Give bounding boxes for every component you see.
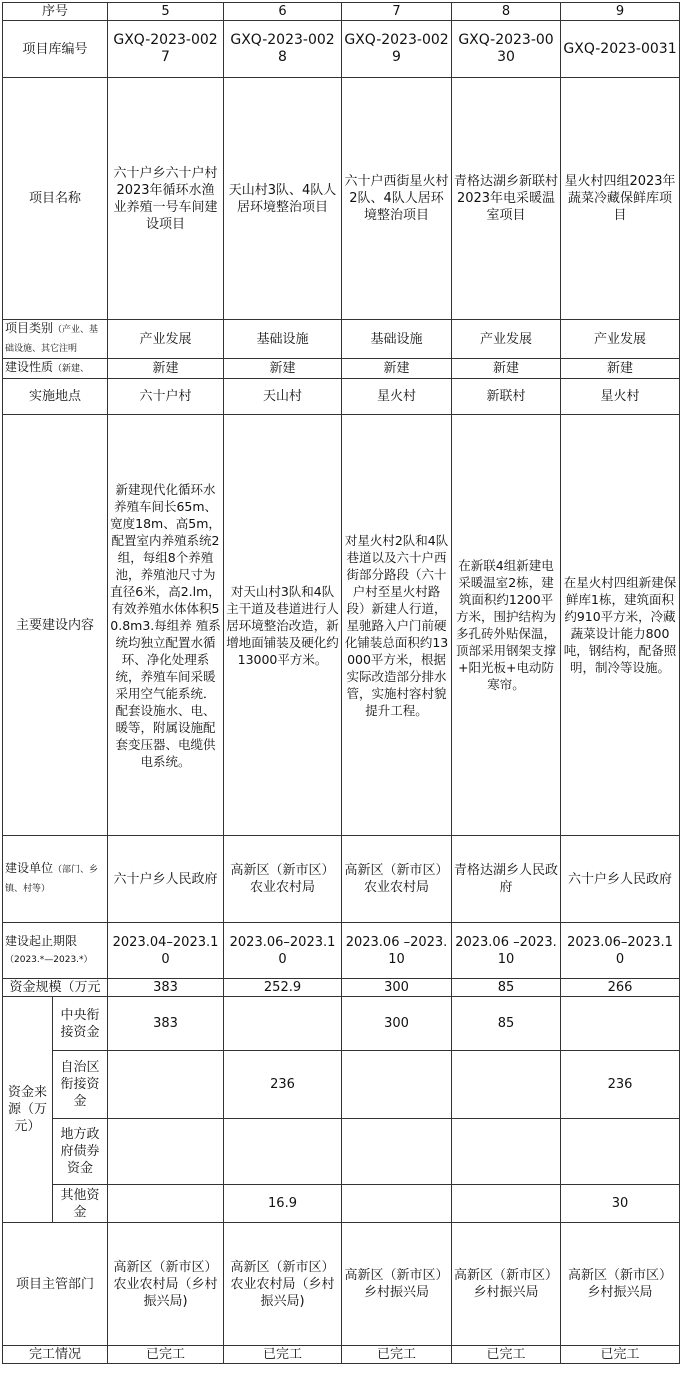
header-unit bbox=[3, 836, 108, 923]
content-cell: 新建现代化循环水养殖车间长65m、宽度18m、高5m，配置室内养殖系统2组，每组8个养殖池，养殖池尺寸为直径6米，高2.lm，有效养殖水体体积50.8m3.每组养 殖系统均独立配置水循环、净化处理系统，养殖车间采暖采用空气能系统．配套设施水、电、暖等，附属设施配套变压器、电缆供电系统。 bbox=[108, 415, 224, 836]
row-unit bbox=[3, 836, 680, 923]
content-cell: 在新联4组新建电采暖温室2栋，建筑面积约1200平方米，围护结构为多孔砖外贴保温，顶部采用钢架支撑+阳光板+电动防寒帘。 bbox=[452, 415, 561, 836]
dept-cell: 高新区（新市区）农业农村局（乡村振兴局) bbox=[224, 1223, 342, 1346]
row-src-region bbox=[3, 1051, 680, 1119]
period-cell: 2023.06 –2023.10 bbox=[452, 923, 561, 979]
location-cell: 天山村 bbox=[224, 379, 342, 415]
header-location: 实施地点 bbox=[3, 379, 108, 415]
category-cell: 基础设施 bbox=[224, 320, 342, 359]
row-period bbox=[3, 923, 680, 979]
name-cell: 天山村3队、4队人居环境整治项目 bbox=[224, 78, 342, 320]
header-category-label: 项目类别 bbox=[5, 321, 54, 335]
header-name: 项目名称 bbox=[3, 78, 108, 320]
bond-cell bbox=[561, 1119, 680, 1185]
index-cell: 6 bbox=[224, 3, 342, 21]
unit-cell: 高新区（新市区）农业农村局 bbox=[224, 836, 342, 923]
header-dept: 项目主管部门 bbox=[3, 1223, 108, 1346]
header-unit-note: （部门、乡镇、村等） bbox=[5, 865, 99, 894]
period-cell: 2023.06 –2023.10 bbox=[342, 923, 452, 979]
content-cell: 对星火村2队和4队巷道以及六十户西街部分路段（六十户村至星火村路段）新建人行道，星驰路入户门前硬化铺装总面积约13000平方米，根据实际改造部分排水管，实施村容村貌提升工程。 bbox=[342, 415, 452, 836]
nature-cell: 新建 bbox=[342, 359, 452, 379]
location-cell: 星火村 bbox=[561, 379, 680, 415]
row-status bbox=[3, 1346, 680, 1364]
category-cell: 产业发展 bbox=[108, 320, 224, 359]
row-code bbox=[3, 21, 680, 78]
header-src-central: 中央衔接资金 bbox=[53, 997, 108, 1051]
location-cell: 六十户村 bbox=[108, 379, 224, 415]
project-table bbox=[2, 2, 680, 1364]
header-period-note: （2023.*—2023.*） bbox=[5, 954, 93, 965]
nature-cell: 新建 bbox=[108, 359, 224, 379]
other-cell: 16.9 bbox=[224, 1185, 342, 1223]
nature-cell: 新建 bbox=[224, 359, 342, 379]
row-index bbox=[3, 3, 680, 21]
status-cell: 已完工 bbox=[561, 1346, 680, 1364]
period-cell: 2023.04–2023.10 bbox=[108, 923, 224, 979]
header-index: 序号 bbox=[3, 3, 108, 21]
period-cell: 2023.06–2023.10 bbox=[224, 923, 342, 979]
dept-cell: 高新区（新市区）乡村振兴局 bbox=[452, 1223, 561, 1346]
status-cell: 已完工 bbox=[108, 1346, 224, 1364]
scale-cell: 266 bbox=[561, 979, 680, 997]
header-content: 主要建设内容 bbox=[3, 415, 108, 836]
central-cell: 300 bbox=[342, 997, 452, 1051]
other-cell bbox=[108, 1185, 224, 1223]
scale-cell: 383 bbox=[108, 979, 224, 997]
row-name bbox=[3, 78, 680, 320]
unit-cell: 高新区（新市区）农业农村局 bbox=[342, 836, 452, 923]
other-cell bbox=[342, 1185, 452, 1223]
header-period bbox=[3, 923, 108, 979]
nature-cell: 新建 bbox=[452, 359, 561, 379]
header-category bbox=[3, 320, 108, 359]
header-unit-label: 建设单位 bbox=[5, 861, 54, 875]
region-cell: 236 bbox=[561, 1051, 680, 1119]
index-cell: 7 bbox=[342, 3, 452, 21]
unit-cell: 六十户乡人民政府 bbox=[108, 836, 224, 923]
index-cell: 8 bbox=[452, 3, 561, 21]
content-cell: 在星火村四组新建保鲜库1栋，建筑面积约910平方米，冷藏蔬菜设计能力800吨，钢结构，配备照明，制冷等设施。 bbox=[561, 415, 680, 836]
header-status: 完工情况 bbox=[3, 1346, 108, 1364]
code-cell: GXQ-2023-0027 bbox=[108, 21, 224, 78]
location-cell: 新联村 bbox=[452, 379, 561, 415]
unit-cell: 青格达湖乡人民政府 bbox=[452, 836, 561, 923]
code-cell: GXQ-2023-0031 bbox=[561, 21, 680, 78]
content-cell: 对天山村3队和4队主干道及巷道进行人居环境整治改造，新增地面铺装及硬化约13000平方米。 bbox=[224, 415, 342, 836]
nature-cell: 新建 bbox=[561, 359, 680, 379]
name-cell: 星火村四组2023年蔬菜冷藏保鲜库项目 bbox=[561, 78, 680, 320]
category-cell: 产业发展 bbox=[452, 320, 561, 359]
header-nature-note: （新建、 bbox=[53, 364, 90, 374]
category-cell: 产业发展 bbox=[561, 320, 680, 359]
header-category-note: （产业、基础设施、其它注明 bbox=[5, 325, 99, 354]
header-code: 项目库编号 bbox=[3, 21, 108, 78]
row-category bbox=[3, 320, 680, 359]
dept-cell: 高新区（新市区）乡村振兴局 bbox=[342, 1223, 452, 1346]
row-nature bbox=[3, 359, 680, 379]
dept-cell: 高新区（新市区）乡村振兴局 bbox=[561, 1223, 680, 1346]
bond-cell bbox=[224, 1119, 342, 1185]
status-cell: 已完工 bbox=[224, 1346, 342, 1364]
category-cell: 基础设施 bbox=[342, 320, 452, 359]
region-cell bbox=[452, 1051, 561, 1119]
header-period-label: 建设起止期限 bbox=[5, 933, 78, 948]
header-src-other: 其他资金 bbox=[53, 1185, 108, 1223]
row-scale bbox=[3, 979, 680, 997]
scale-cell: 252.9 bbox=[224, 979, 342, 997]
row-content bbox=[3, 415, 680, 836]
row-src-central bbox=[3, 997, 680, 1051]
region-cell bbox=[108, 1051, 224, 1119]
row-src-bond bbox=[3, 1119, 680, 1185]
unit-cell: 六十户乡人民政府 bbox=[561, 836, 680, 923]
status-cell: 已完工 bbox=[452, 1346, 561, 1364]
other-cell bbox=[452, 1185, 561, 1223]
scale-cell: 85 bbox=[452, 979, 561, 997]
dept-cell: 高新区（新市区）农业农村局（乡村振兴局) bbox=[108, 1223, 224, 1346]
bond-cell bbox=[108, 1119, 224, 1185]
index-cell: 9 bbox=[561, 3, 680, 21]
central-cell bbox=[561, 997, 680, 1051]
region-cell: 236 bbox=[224, 1051, 342, 1119]
location-cell: 星火村 bbox=[342, 379, 452, 415]
bond-cell bbox=[452, 1119, 561, 1185]
code-cell: GXQ-2023-0029 bbox=[342, 21, 452, 78]
status-cell: 已完工 bbox=[342, 1346, 452, 1364]
other-cell: 30 bbox=[561, 1185, 680, 1223]
index-cell: 5 bbox=[108, 3, 224, 21]
header-source: 资金来源（万元） bbox=[3, 997, 53, 1223]
row-src-other bbox=[3, 1185, 680, 1223]
scale-cell: 300 bbox=[342, 979, 452, 997]
code-cell: GXQ-2023-0028 bbox=[224, 21, 342, 78]
name-cell: 六十户乡六十户村2023年循环水渔业养殖一号车间建设项目 bbox=[108, 78, 224, 320]
header-nature-label: 建设性质 bbox=[5, 360, 54, 374]
bond-cell bbox=[342, 1119, 452, 1185]
row-dept bbox=[3, 1223, 680, 1346]
name-cell: 六十户西街星火村2队、4队人居环境整治项目 bbox=[342, 78, 452, 320]
name-cell: 青格达湖乡新联村2023年电采暖温室项目 bbox=[452, 78, 561, 320]
header-nature bbox=[3, 359, 108, 379]
code-cell: GXQ-2023-0030 bbox=[452, 21, 561, 78]
header-scale: 资金规模（万元 bbox=[3, 979, 108, 997]
central-cell: 85 bbox=[452, 997, 561, 1051]
region-cell bbox=[342, 1051, 452, 1119]
central-cell: 383 bbox=[108, 997, 224, 1051]
central-cell bbox=[224, 997, 342, 1051]
header-src-region: 自治区衔接资金 bbox=[53, 1051, 108, 1119]
period-cell: 2023.06–2023.10 bbox=[561, 923, 680, 979]
header-src-bond: 地方政府债券资金 bbox=[53, 1119, 108, 1185]
row-location bbox=[3, 379, 680, 415]
